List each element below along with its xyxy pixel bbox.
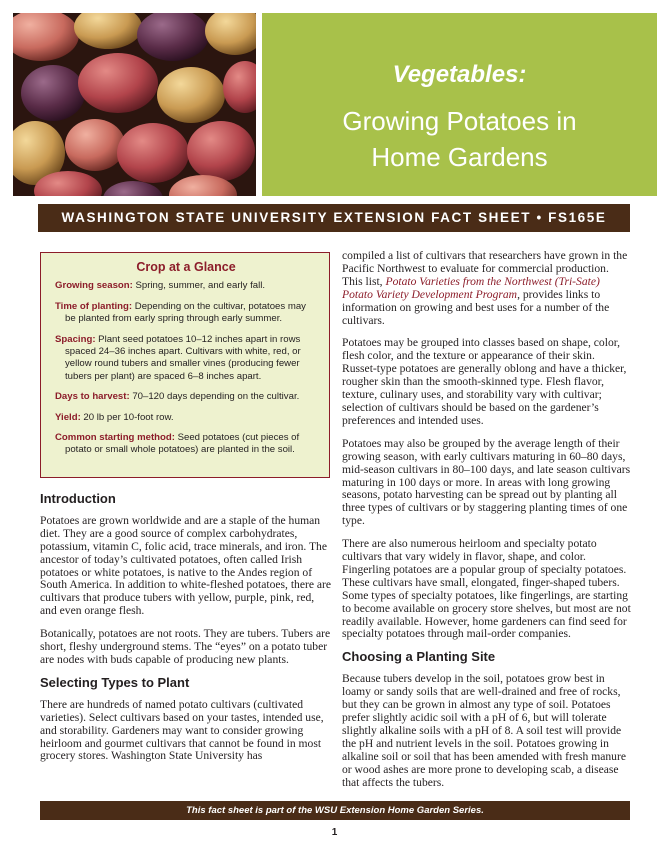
selecting-types-paragraph: There are hundreds of named potato cultivars (cultivated varieties). Select cultivars based on your tastes, intended use, and storability. Gardeners may want to consider growing heirloom and gourmet cultivars that cannot be found in most grocery stores. Washington State University has: [40, 697, 324, 763]
botany-paragraph: Botanically, potatoes are not roots. They are tubers. Tubers are short, fleshy underground stems. The “eyes” on a potato tuber are nodes with buds capable of producing new plants.: [40, 627, 331, 666]
glance-label: Spacing:: [55, 333, 96, 345]
glance-label: Common starting method:: [55, 432, 175, 444]
cultivar-list-text-a: compiled a list of cultivars that researchers have grown in the Pacific Northwest to evaluate for commercial production. This list,: [342, 249, 628, 288]
glance-item: [55, 432, 317, 457]
series-kicker: Vegetables:: [392, 61, 527, 88]
glance-label: Yield:: [55, 411, 81, 423]
potatoes-photo: [13, 13, 256, 196]
page-title-text: Growing Potatoes in Home Gardens: [342, 106, 577, 172]
introduction-heading: Introduction: [40, 491, 116, 506]
selecting-types-heading: Selecting Types to Plant: [40, 674, 190, 690]
left-column: [40, 493, 332, 773]
glance-title: Crop at a Glance: [136, 260, 236, 274]
glance-item: [55, 280, 317, 292]
planting-site-heading: Choosing a Planting Site: [342, 649, 496, 665]
glance-text: 20 lb per 10-foot row.: [80, 411, 174, 423]
potato-varieties-link[interactable]: Potato Varieties from the Northwest (Tri-Sate) Potato Variety Development Program: [342, 274, 600, 301]
right-column: [342, 250, 632, 799]
glance-text: Spring, summer, and early fall.: [132, 280, 266, 292]
introduction-paragraph: Potatoes are grown worldwide and are a staple of the human diet. They are a good source of complex carbohydrates, potassium, vitamin C, folic acid, trace minerals, and iron. The ancestor of today’s cultivated potatoes, often called Irish potatoes or white potatoes, is native to the Andes region of South America. In addition to white-fleshed potatoes, there are cultivars that produce tubers with yellow, purple, pink, red, and even orange flesh.: [40, 513, 332, 618]
glance-item: [55, 412, 317, 424]
cultivar-list-paragraph: [342, 250, 632, 327]
specialty-paragraph: There are also numerous heirloom and specialty potato cultivars that vary widely in flavor, shape, and color. Fingerling potatoes are a popular group of specialty potatoes. These cultivars have small, elongated, finger-shaped tubers. Some types of specialty potatoes, like fingerlings, are starting to become available on grocery store shelves, but most are not readily available. However, home gardeners can find seed for specialty potatoes through mail-order companies.: [342, 537, 631, 641]
glance-label: Time of planting:: [55, 300, 133, 312]
crop-at-a-glance-box: [40, 252, 330, 478]
title-panel: [262, 13, 657, 196]
cultivar-list-text-b: , provides links to information on growing and best uses for a number of the cultivars.: [342, 287, 610, 327]
page-number: 1: [331, 827, 338, 838]
glance-item: [55, 334, 317, 384]
season-length-paragraph: Potatoes may also be grouped by the average length of their growing season, with early cultivars maturing in 60–80 days, mid-season cultivars in 80–100 days, and late season cultivars maturing in 100 days or more. In areas with long growing seasons, potato harvesting can be spread out by planting all three types of cultivars or by staggering planting times of one type.: [342, 436, 631, 528]
glance-item: [55, 391, 317, 403]
page-title: [262, 103, 657, 175]
glance-label: Days to harvest:: [55, 391, 130, 403]
glance-text: Plant seed potatoes 10–12 inches apart in rows spaced 24–36 inches apart. Cultivars with white, red, or yellow round tubers and smaller vines (producing fewer tubers per plant) are spaced 6–8 inches apart.: [65, 333, 301, 382]
glance-item: [55, 301, 317, 326]
fact-sheet-banner: WASHINGTON STATE UNIVERSITY EXTENSION FACT SHEET • FS165E: [38, 204, 630, 232]
glance-text: 70–120 days depending on the cultivar.: [129, 391, 300, 403]
series-footer: This fact sheet is part of the WSU Extension Home Garden Series.: [40, 801, 630, 820]
planting-site-paragraph: Because tubers develop in the soil, potatoes grow best in loamy or sandy soils that are well-drained and free of rocks, but they can be grown in almost any type of soil. Potatoes prefer slightly acidic soil with a pH of 6, but will tolerate slightly alkaline soils with a pH of 8. A soil test will provide the pH and nutrient levels in the soil. Potatoes growing in alkaline soil or soil that has been amended with fresh manure or wood ashes are more prone to developing scab, a disease that affects the tubers.: [342, 672, 626, 789]
glance-text: Seed potatoes (cut pieces of potato or small whole potatoes) are planted in the soil.: [65, 432, 300, 456]
potatoes-illustration: [13, 13, 256, 196]
glance-text: Depending on the cultivar, potatoes may be planted from early spring through early summer.: [65, 300, 306, 325]
glance-label: Growing season:: [55, 280, 133, 292]
classes-paragraph: Potatoes may be grouped into classes based on shape, color, flesh color, and the texture or appearance of their skin. Russet-type potatoes are generally oblong and have a thicker, rougher skin than the smooth-skinned type. Flesh flavor, texture, culinary uses, and storability vary with cultivar; selection of cultivars should be based on the gardener’s preferences and intended uses.: [342, 336, 627, 427]
